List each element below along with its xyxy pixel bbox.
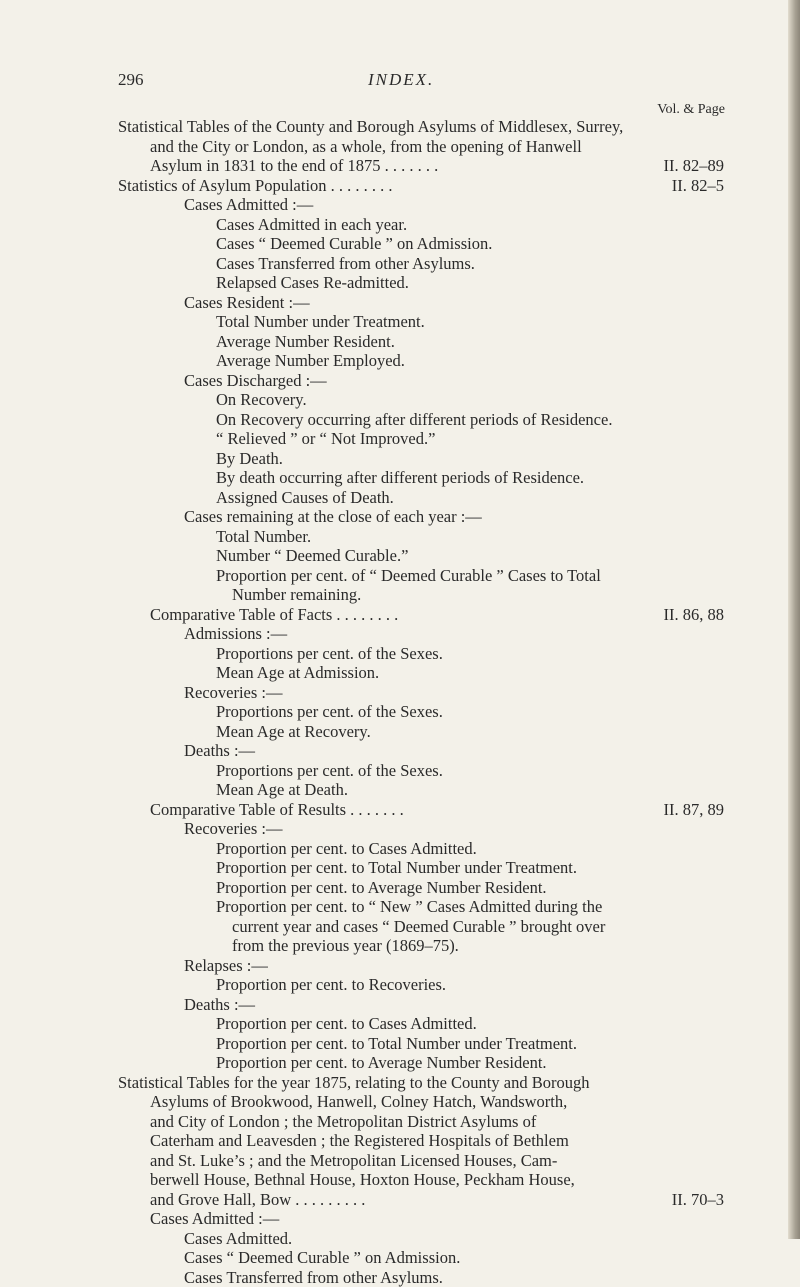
index-entry-text: Proportions per cent. of the Sexes. [216, 644, 443, 664]
index-entry-text: Total Number. [216, 527, 311, 547]
index-entry [0, 390, 780, 410]
index-entry-text: Cases remaining at the close of each year :— [184, 507, 482, 527]
index-entry [0, 819, 780, 839]
index-entry [0, 780, 780, 800]
index-entry [0, 800, 780, 820]
index-entry-text: Average Number Employed. [216, 351, 405, 371]
index-entry [0, 1229, 780, 1249]
index-entry-text: Deaths :— [184, 741, 255, 761]
index-entry [0, 722, 780, 742]
page-header [118, 70, 718, 92]
running-title: INDEX. [368, 70, 434, 90]
index-entries [0, 117, 780, 1287]
index-entry [0, 215, 780, 235]
index-entry [0, 936, 780, 956]
index-entry-text: Proportion per cent. to Average Number Resident. [216, 1053, 547, 1073]
index-entry-text: Relapsed Cases Re-admitted. [216, 273, 409, 293]
index-entry [0, 1268, 780, 1287]
index-entry [0, 1073, 780, 1093]
index-entry-text: Deaths :— [184, 995, 255, 1015]
index-entry [0, 468, 780, 488]
index-entry-text: Statistics of Asylum Population . . . . . . . . [118, 176, 393, 196]
index-entry-text: Average Number Resident. [216, 332, 395, 352]
index-entry-text: By death occurring after different periods of Residence. [216, 468, 584, 488]
index-entry [0, 371, 780, 391]
index-entry [0, 1248, 780, 1268]
index-entry-reference: II. 87, 89 [664, 800, 725, 820]
index-entry [0, 741, 780, 761]
index-entry [0, 897, 780, 917]
index-entry-text: Cases Transferred from other Asylums. [184, 1268, 443, 1287]
index-entry [0, 858, 780, 878]
index-entry [0, 312, 780, 332]
index-entry [0, 1112, 780, 1132]
index-entry [0, 1034, 780, 1054]
index-entry [0, 644, 780, 664]
index-entry [0, 624, 780, 644]
index-entry-text: Mean Age at Death. [216, 780, 348, 800]
index-entry-text: Proportions per cent. of the Sexes. [216, 761, 443, 781]
index-entry [0, 702, 780, 722]
index-entry-text: Cases Admitted in each year. [216, 215, 407, 235]
index-entry-text: Admissions :— [184, 624, 287, 644]
index-entry-text: and City of London ; the Metropolitan District Asylums of [150, 1112, 536, 1132]
index-entry [0, 1014, 780, 1034]
index-entry-text: Proportion per cent. to Average Number Resident. [216, 878, 547, 898]
index-entry-text: Proportion per cent. to Total Number under Treatment. [216, 858, 577, 878]
index-entry-text: berwell House, Bethnal House, Hoxton House, Peckham House, [150, 1170, 575, 1190]
index-entry-text: “ Relieved ” or “ Not Improved.” [216, 429, 435, 449]
index-entry [0, 449, 780, 469]
index-entry [0, 117, 780, 137]
index-entry [0, 195, 780, 215]
index-entry-text: Cases Admitted :— [184, 195, 313, 215]
index-entry-text: and the City or London, as a whole, from the opening of Hanwell [150, 137, 582, 157]
index-entry-text: Mean Age at Recovery. [216, 722, 371, 742]
index-entry-text: Cases Admitted :— [150, 1209, 279, 1229]
column-heading: Vol. & Page [600, 102, 725, 118]
index-entry [0, 332, 780, 352]
index-entry-text: Total Number under Treatment. [216, 312, 425, 332]
index-entry [0, 683, 780, 703]
page-number: 296 [118, 70, 144, 90]
index-entry [0, 1190, 780, 1210]
index-entry-text: from the previous year (1869–75). [232, 936, 459, 956]
index-entry [0, 605, 780, 625]
index-entry-text: Cases “ Deemed Curable ” on Admission. [184, 1248, 460, 1268]
index-entry-text: Proportion per cent. to Total Number under Treatment. [216, 1034, 577, 1054]
index-entry [0, 839, 780, 859]
index-entry [0, 234, 780, 254]
index-entry-text: Cases Discharged :— [184, 371, 327, 391]
index-entry-text: Recoveries :— [184, 819, 283, 839]
index-entry [0, 156, 780, 176]
index-entry [0, 351, 780, 371]
index-entry-text: Comparative Table of Facts . . . . . . . . [150, 605, 398, 625]
index-entry [0, 429, 780, 449]
index-entry-text: Proportion per cent. to Recoveries. [216, 975, 446, 995]
index-entry-text: Cases Resident :— [184, 293, 310, 313]
index-entry [0, 546, 780, 566]
index-entry [0, 273, 780, 293]
index-entry-text: Proportions per cent. of the Sexes. [216, 702, 443, 722]
index-entry-text: Number “ Deemed Curable.” [216, 546, 408, 566]
index-entry-text: Cases Admitted. [184, 1229, 292, 1249]
index-entry [0, 585, 780, 605]
index-entry-reference: II. 82–89 [664, 156, 725, 176]
index-entry [0, 1092, 780, 1112]
index-entry-text: Relapses :— [184, 956, 268, 976]
index-entry [0, 566, 780, 586]
index-entry [0, 663, 780, 683]
index-entry [0, 137, 780, 157]
index-entry [0, 293, 780, 313]
index-entry [0, 410, 780, 430]
page-edge-shadow [788, 0, 800, 1239]
index-entry-text: Proportion per cent. to Cases Admitted. [216, 1014, 477, 1034]
index-entry-text: Comparative Table of Results . . . . . . . [150, 800, 404, 820]
index-entry-reference: II. 86, 88 [664, 605, 725, 625]
index-entry-text: Proportion per cent. to “ New ” Cases Admitted during the [216, 897, 602, 917]
index-entry-reference: II. 70–3 [672, 1190, 724, 1210]
index-entry [0, 488, 780, 508]
index-entry-text: Proportion per cent. of “ Deemed Curable ” Cases to Total [216, 566, 601, 586]
index-entry-text: Statistical Tables of the County and Borough Asylums of Middlesex, Surrey, [118, 117, 623, 137]
index-entry [0, 995, 780, 1015]
index-entry-text: Asylum in 1831 to the end of 1875 . . . . . . . [150, 156, 438, 176]
index-entry-reference: II. 82–5 [672, 176, 724, 196]
index-entry-text: Number remaining. [232, 585, 361, 605]
index-entry-text: Statistical Tables for the year 1875, relating to the County and Borough [118, 1073, 589, 1093]
index-entry [0, 1151, 780, 1171]
index-entry-text: By Death. [216, 449, 283, 469]
index-entry-text: Proportion per cent. to Cases Admitted. [216, 839, 477, 859]
index-entry-text: On Recovery occurring after different periods of Residence. [216, 410, 612, 430]
index-entry [0, 254, 780, 274]
index-entry [0, 878, 780, 898]
index-entry-text: Asylums of Brookwood, Hanwell, Colney Hatch, Wandsworth, [150, 1092, 567, 1112]
index-entry [0, 507, 780, 527]
index-entry-text: Caterham and Leavesden ; the Registered Hospitals of Bethlem [150, 1131, 569, 1151]
index-entry-text: current year and cases “ Deemed Curable ” brought over [232, 917, 605, 937]
index-entry [0, 1053, 780, 1073]
index-entry [0, 1209, 780, 1229]
index-entry [0, 956, 780, 976]
index-entry-text: and St. Luke’s ; and the Metropolitan Licensed Houses, Cam- [150, 1151, 557, 1171]
index-entry [0, 761, 780, 781]
index-entry [0, 917, 780, 937]
index-entry [0, 176, 780, 196]
index-entry [0, 527, 780, 547]
index-entry-text: On Recovery. [216, 390, 307, 410]
index-entry-text: Mean Age at Admission. [216, 663, 379, 683]
index-entry-text: Recoveries :— [184, 683, 283, 703]
index-entry [0, 1170, 780, 1190]
index-entry [0, 975, 780, 995]
index-entry-text: Cases “ Deemed Curable ” on Admission. [216, 234, 492, 254]
index-entry-text: Cases Transferred from other Asylums. [216, 254, 475, 274]
index-entry-text: and Grove Hall, Bow . . . . . . . . . [150, 1190, 365, 1210]
index-entry [0, 1131, 780, 1151]
index-entry-text: Assigned Causes of Death. [216, 488, 394, 508]
